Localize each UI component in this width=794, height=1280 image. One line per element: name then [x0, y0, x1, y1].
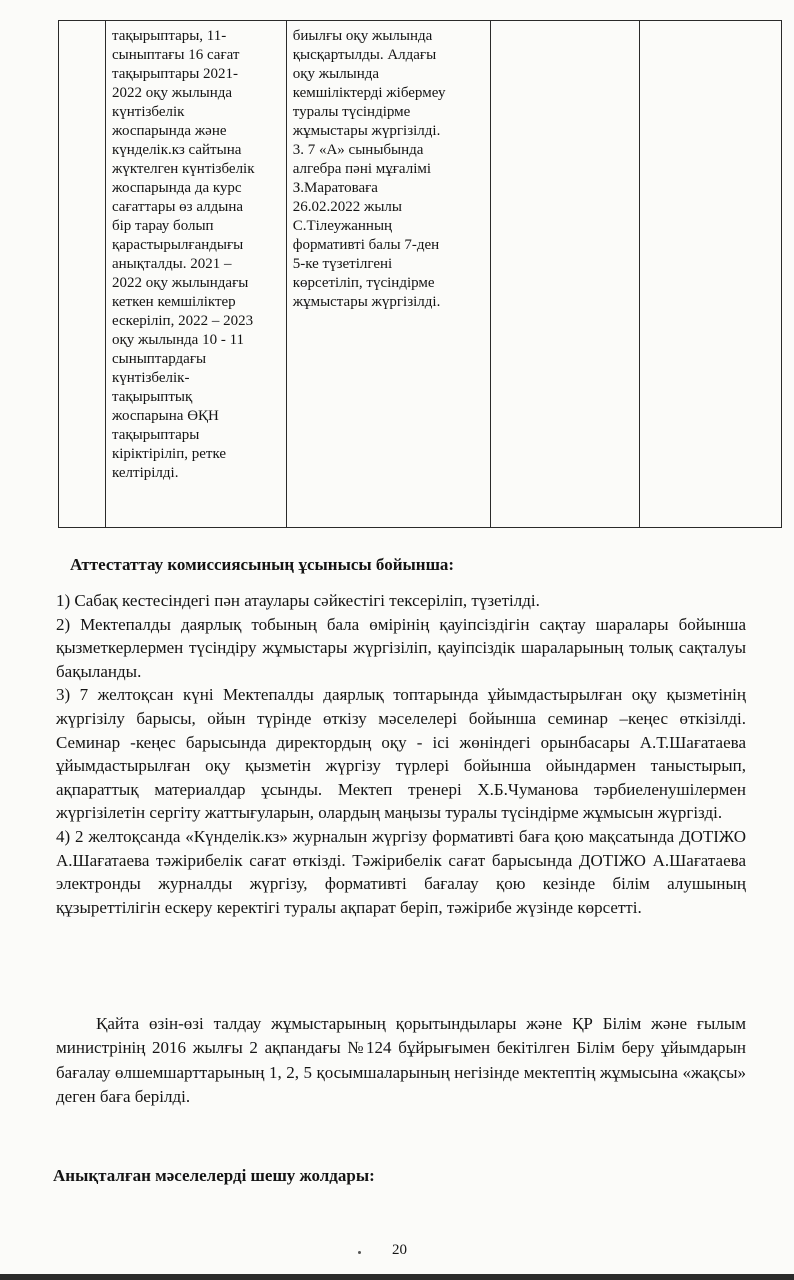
table-cell-actions — [286, 21, 490, 528]
table-cell-number — [59, 21, 106, 528]
table-cell-findings — [105, 21, 286, 528]
proposal-item: 1) Сабақ кестесіндегі пән атаулары сәйкестігі тексеріліп, түзетілді. — [56, 591, 540, 610]
table-cell-empty — [490, 21, 639, 528]
report-table — [58, 20, 782, 528]
actions-text: биылғы оқу жылында қысқартылды. Алдағы оқу жылында кемшіліктерді жібермеу туралы түсіндірме жұмыстары жүргізілді. 3. 7 «А» сыныбында алгебра пәні мұғалімі З.Маратоваға 26.02.2022 жылы С.Тілеужанның формативті балы 7-ден 5-ке түзетілгені көрсетіліп, түсіндірме жұмыстары жүргізілді. — [292, 28, 446, 310]
conclusion-text: Қайта өзін-өзі талдау жұмыстарының қорытындылары және ҚР Білім және ғылым министрінің 2016 жылғы 2 ақпандағы №124 бұйрығымен бекітілген Білім беру ұйымдарын бағалау өлшемшарттарының 1, 2, 5 қосымшаларының негізінде мектептің жұмысына «жақсы» деген баға берілді. — [56, 1014, 746, 1107]
findings-text: тақырыптары, 11- сыныптағы 16 сағат тақырыптары 2021- 2022 оқу жылында күнтізбелік жоспарында және күнделік.кз сайтына жүктелген күнтізбелік жоспарында да курс сағаттары өз алдына бір тарау болып қарастырылғандығы анықталды. 2021 – 2022 оқу жылындағы кеткен кемшіліктер ескеріліп, 2022 – 2023 оқу жылында 10 - 11 сыныптардағы күнтізбелік- тақырыптық жоспарына ӨҚН тақырыптары кіріктіріліп, ретке келтірілді. — [111, 28, 255, 481]
page-dot — [358, 1251, 361, 1254]
solutions-heading: Анықталған мәселелерді шешу жолдары: — [53, 1166, 375, 1185]
proposal-item: 2) Мектепалды даярлық тобының бала өмірінің қауіпсіздігін сақтау шаралары бойынша қызметкерлермен түсіндіру жұмыстары жүргізіліп, қауіпсіздік шараларының толық сақталуы бақыланды. — [56, 614, 746, 681]
proposal-item: 3) 7 желтоқсан күні Мектепалды даярлық топтарында ұйымдастырылған оқу қызметінің жүргізілу барысы, ойын түрінде өткізу мәселелері бойынша семинар –кеңес өткізілді. Семинар -кеңес барысында директордың оқу - ісі жөніндегі орынбасары А.Т.Шағатаева ұйымдастырылған оқу қызметін жүргізу түрлері бойынша ойындармен таныстырып, ақпараттық материалдар ұсынды. Мектеп тренері Х.Б.Чуманова тәрбиеленушілермен жүргізілетін сергіту жаттығуларын, олардың маңызы туралы түсіндірме жұмысын жүргізді. — [56, 685, 746, 823]
page-bottom-edge — [0, 1274, 794, 1280]
conclusion-paragraph — [56, 1012, 746, 1110]
table-row — [59, 21, 782, 528]
page-number: 20 — [392, 1242, 407, 1258]
proposals-list — [56, 589, 746, 919]
proposal-item: 4) 2 желтоқсанда «Күнделік.кз» журналын жүргізу формативті баға қою мақсатында ДОТІЖО А.Шағатаева тәжірибелік сағат өткізді. Тәжірибелік сағат барысында ДОТІЖО А.Шағатаева электронды журналды жүргізу, формативті бағалау қою кезінде білім алушының құзыреттілігін ескеру керектігі туралы ақпарат беріп, тәжірибе жүзінде көрсетті. — [56, 826, 746, 917]
table-cell-empty — [640, 21, 782, 528]
proposals-heading: Аттестаттау комиссиясының ұсынысы бойынша: — [70, 555, 455, 574]
